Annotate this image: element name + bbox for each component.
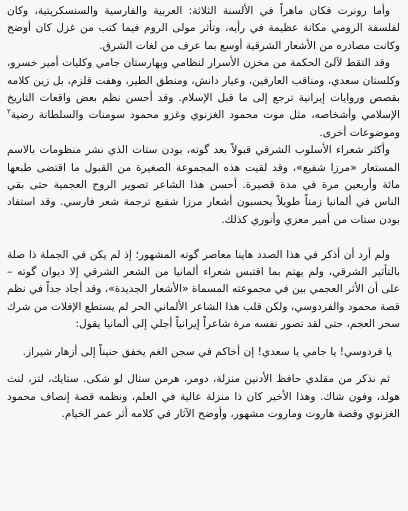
quote-text: يا فردوسي! يا جامي يا سعدي! إن أخاكم في سجن الغم يخفق حنيناً إلى أزهار شيراز.	[22, 345, 392, 358]
paragraph-sources	[7, 55, 400, 142]
paragraph-text: ثم نذكر من مقلدي حافظ الأدنين منزلة، دومر، هرمن ستال لو شكى. ستايك، لتز، لنث هولد، وفون شاك. وهذا الأخير كان ذا منزلة عالية في العلم، ونظمه قصة إنصاف محمود الغزنوي وقصة هاروت وماروت مشهور، وأوضح الآثار في كلامه أثر عمر الخيام.	[7, 373, 400, 420]
paragraph-text-end: وموضوعات أخرى.	[319, 126, 400, 139]
paragraph-text: وأكثر شعراء الأسلوب الشرقي قبولاً بعد گوته، بودن ستات الذي نشر منظومات بالاسم المستعار «مرزا شفيع»، وقد لقيت هذه المجموعة الصغيرة من القبول ما اقتضى طبعها مائة وأربعين مرة في مدة قصيرة. أحسن هذا الشاعر تصوير الروح العجمية حتى بقي الناس في ألمانيا زمناً طويلاً يحسبون أشعار مرزا شفيع ترجمة شعر فارسي. وقد استفاد بودن ستات من أمير معزي وأنوري كذلك.	[7, 144, 400, 226]
footnote-marker: ٢	[7, 107, 11, 116]
paragraph-text: ولم أرد أن أذكر في هذا الصدد هاينا معاصر گوته المشهور؛ إذ لم يكن في الجملة ذا صلة بالتأثير الشرقي، ولم يهتم بما اقتبس شعراء ألمانيا من الشعر الشرقي إلا ديوان گوته – على أن الأثر العجمي بين في مجموعته المسماة «الأشعار الجديدة»، وقد أجاد جداً في نظم قصة محمود والفردوسي، ولكن قلب هذا الشاعر الألماني الحر لم يستطع الإفلات من شرك سحر العجم، حتى لقد تصور نفسه مرة شاعراً إيرانياً أجلي إلى ألمانيا يقول:	[7, 248, 400, 331]
paragraph-heine	[7, 247, 400, 334]
paragraph-text: وقد التقط لآلئ الحكمة من مخزن الأسرار لنظامي وبهارستان جامي وكليات أمير خسرو، وكلستان سعدي، ومناقب العارفين، وعيار دانش، ومنطق الطير، وهفت قلزم، بل زين كلامه بقصص وروايات إيرانية ترجع إلى ما قبل الإسلام. وقد أحسن نظم بعض واقعات التاريخ الإسلامي وأشخاصه، مثل موت محمود الغزنوي وغزو محمود سومنات والسلطانة رضية	[7, 57, 400, 122]
paragraph-bodenstedt	[7, 142, 400, 229]
quoted-verse	[7, 344, 400, 361]
paragraph-text: وأما رونرت فكان ماهراً في الألسنة الثلاثة: العربية والفارسية والسنسكريتية، وكان لفلسفة الرومي مكانة عظيمة في رأيه، وتأثر مولى الروم فيما كتب من غزل كان أوضح وكانت مصادره من الأشعار الشرقية أوسع بما عرف من لغات الشرق.	[7, 5, 400, 52]
paragraph-gap	[7, 361, 400, 371]
paragraph-ronert	[7, 3, 400, 55]
paragraph-gap	[7, 334, 400, 344]
paragraph-gap	[7, 229, 400, 246]
paragraph-hafiz-imitators	[7, 371, 400, 423]
